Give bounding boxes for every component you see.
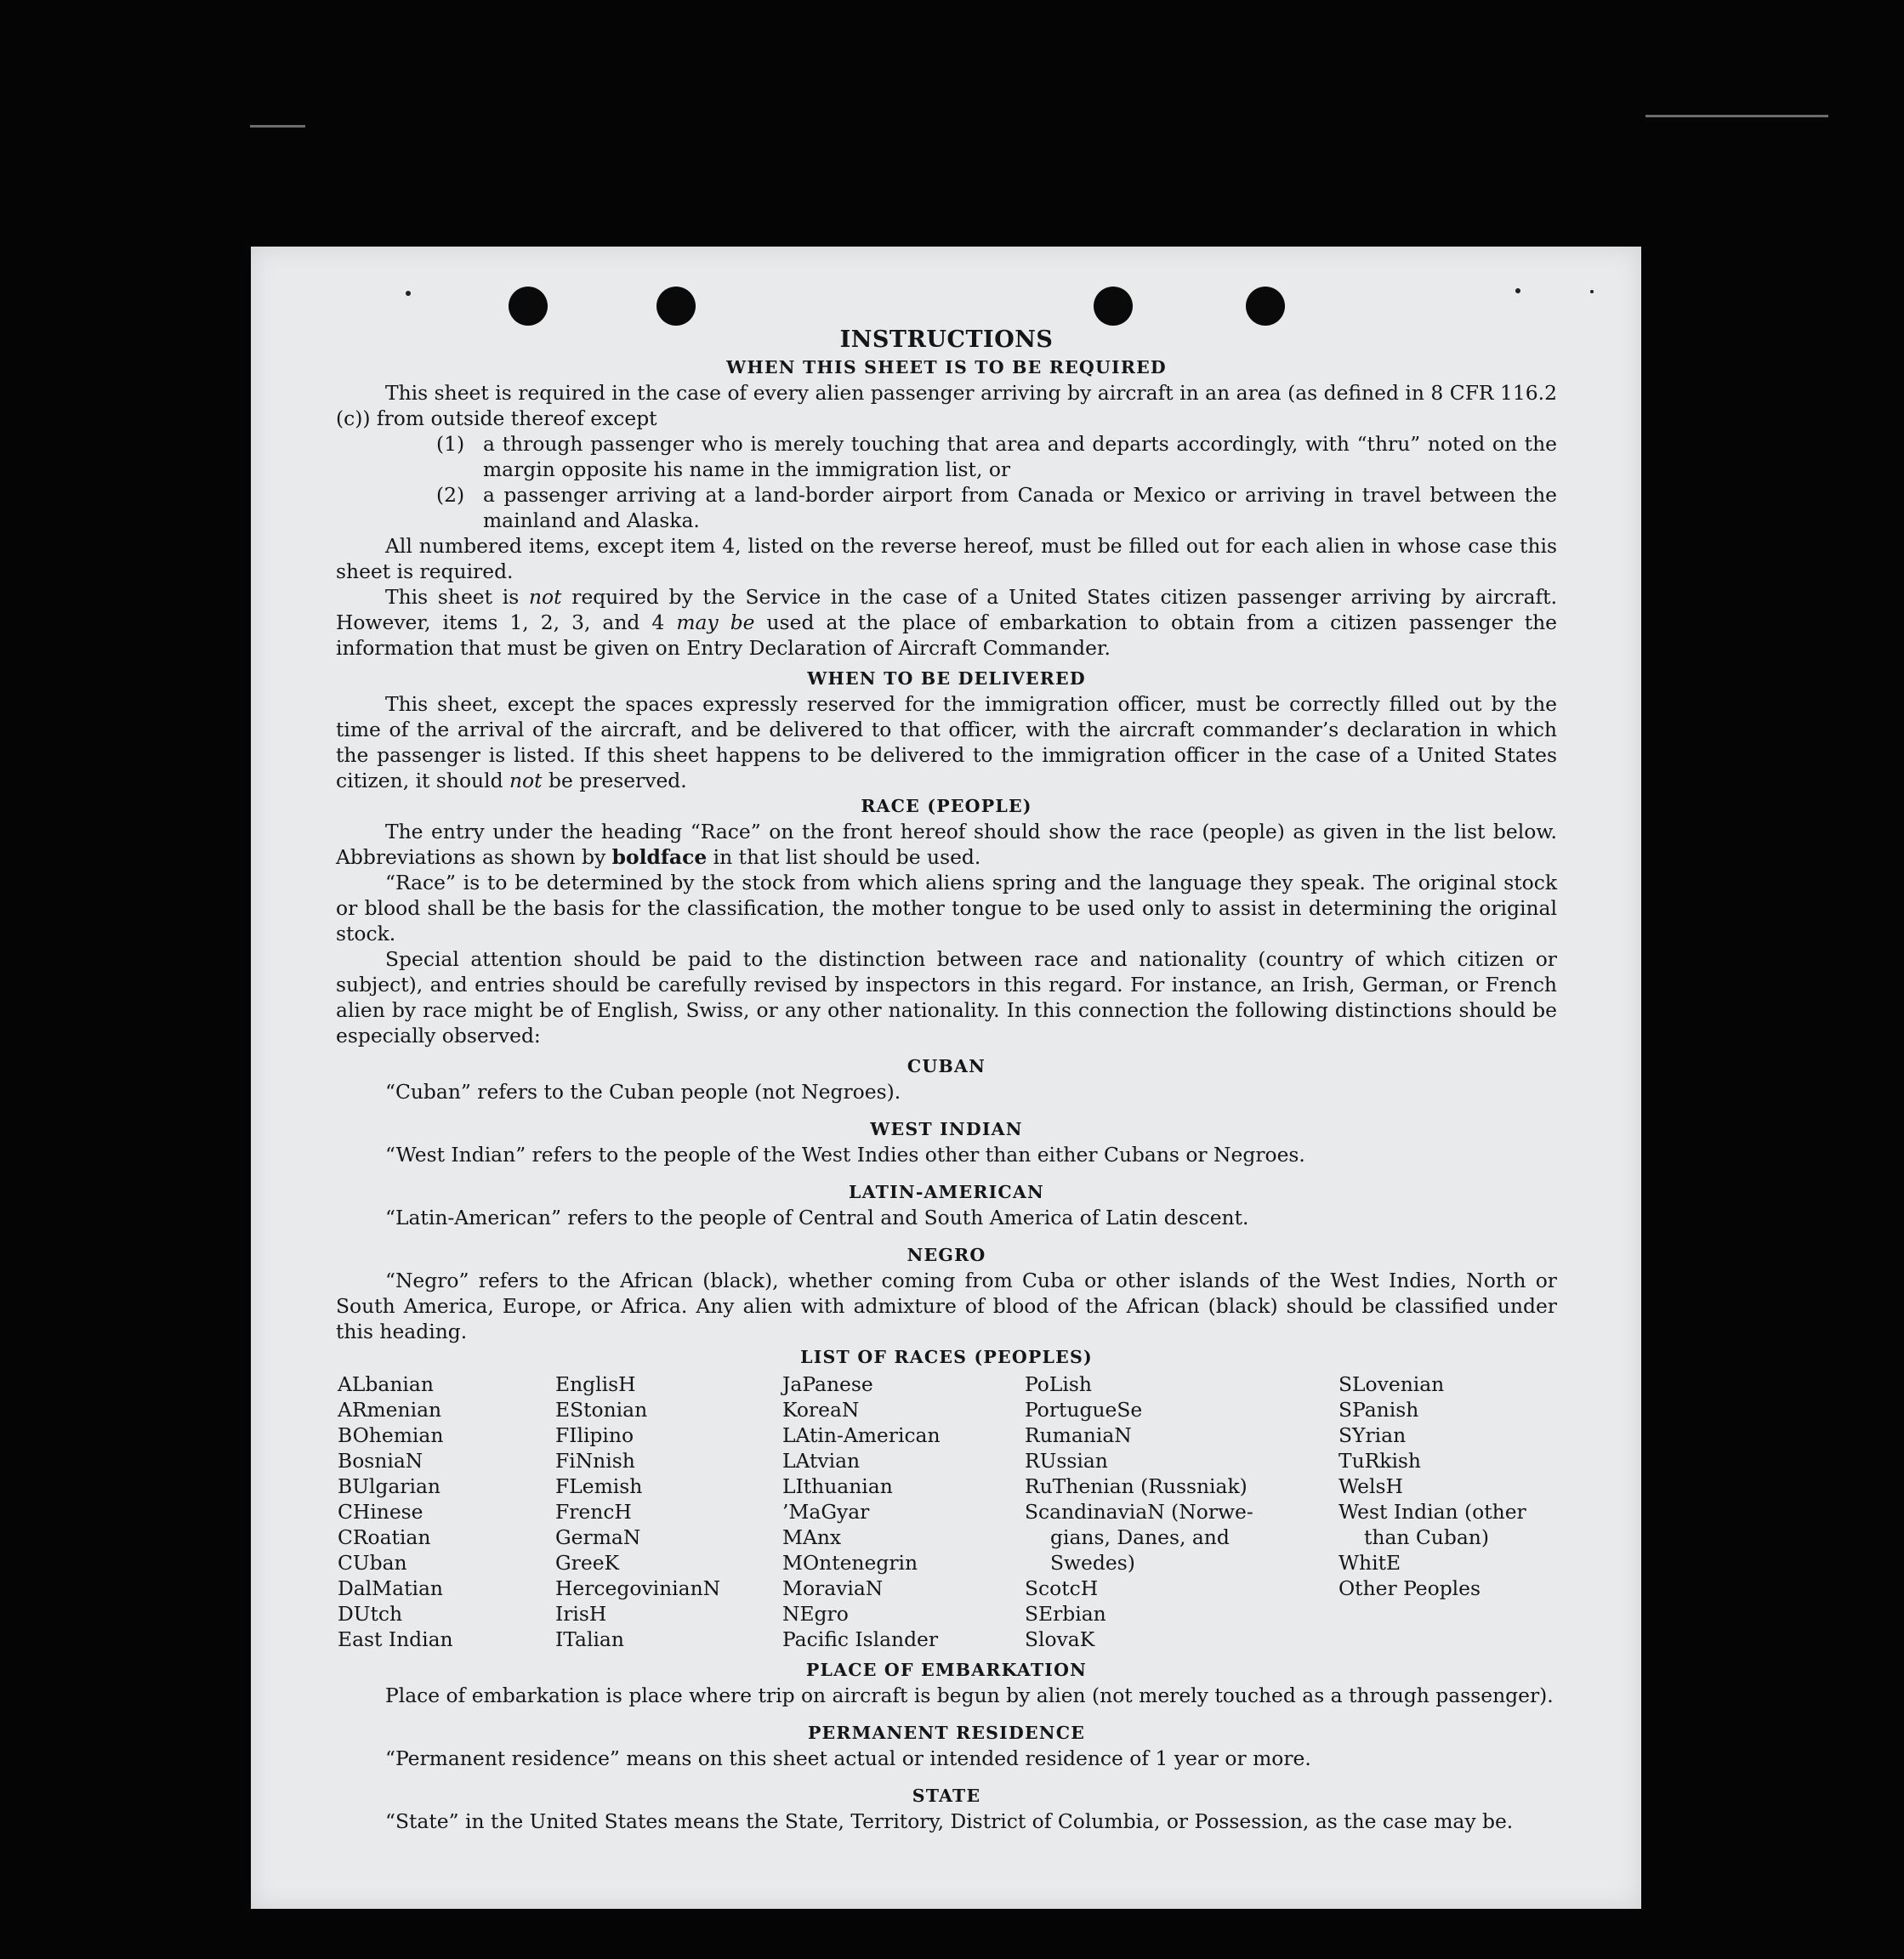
race-entry: ARmenian <box>338 1398 442 1422</box>
paragraph: “Latin-American” refers to the people of Central and South America of Latin descent. <box>385 1206 1249 1229</box>
race-entry: CUban <box>338 1551 407 1575</box>
paragraph: This sheet is not required by the Service in the case of a United States citizen passenger arriving by aircraft. However, items 1, 2, 3, and 4 may be used at the place of embarkation to obtain from a citizen passenger the information that must be given on Entry Declaration of Aircraft Commander. <box>336 585 1558 660</box>
race-entry: GreeK <box>555 1551 620 1575</box>
race-entry: EnglisH <box>555 1372 636 1396</box>
race-entry: FrencH <box>555 1500 632 1524</box>
item-number: (1) <box>436 432 465 456</box>
section-heading: NEGRO <box>907 1245 986 1265</box>
race-entry: ScotcH <box>1025 1576 1099 1600</box>
race-entry: RUssian <box>1025 1449 1108 1473</box>
race-entry: gians, Danes, and <box>1050 1525 1230 1549</box>
punch-hole <box>1094 287 1133 326</box>
race-entry: DalMatian <box>338 1576 443 1600</box>
race-entry: than Cuban) <box>1364 1525 1489 1549</box>
section-heading: PLACE OF EMBARKATION <box>805 1660 1088 1680</box>
race-entry: HercegovinianN <box>555 1576 721 1600</box>
speck <box>1515 288 1520 293</box>
races-column-4 <box>1025 1371 1338 1652</box>
paragraph: The entry under the heading “Race” on the front hereof should show the race (people) as given in the list below. Abbreviations as shown by boldface in that list should be used. <box>336 820 1557 869</box>
page-title: INSTRUCTIONS <box>839 326 1054 353</box>
section-heading: STATE <box>912 1786 981 1806</box>
document-page <box>251 247 1641 1909</box>
scan-mark <box>1645 115 1828 117</box>
race-entry: PortugueSe <box>1025 1398 1143 1422</box>
paragraph: “Race” is to be determined by the stock from which aliens spring and the language they speak. The original stock or blood shall be the basis for the classification, the mother tongue to be used only to assist in determining the original stock. <box>336 871 1557 945</box>
item-text: a passenger arriving at a land-border airport from Canada or Mexico or arriving in travel between the mainland and Alaska. <box>483 483 1557 532</box>
item-text: a through passenger who is merely touching that area and departs accordingly, with “thru” noted on the margin opposite his name in the immigration list, or <box>483 432 1557 481</box>
race-entry: FIlipino <box>555 1423 634 1447</box>
punch-hole <box>509 287 548 326</box>
paragraph: “West Indian” refers to the people of the West Indies other than either Cubans or Negroes. <box>385 1143 1305 1167</box>
race-entry: LAtin-American <box>782 1423 941 1447</box>
race-entry: MAnx <box>782 1525 842 1549</box>
paragraph: This sheet is required in the case of every alien passenger arriving by aircraft in an area (as defined in 8 CFR 116.2 (c)) from outside thereof except <box>336 381 1557 430</box>
punch-hole <box>656 287 696 326</box>
list-item <box>336 482 1557 533</box>
race-entry: CRoatian <box>338 1525 431 1549</box>
race-entry: SErbian <box>1025 1602 1106 1626</box>
section-heading: LATIN-AMERICAN <box>849 1182 1044 1202</box>
race-entry: NEgro <box>782 1602 849 1626</box>
race-entry: EStonian <box>555 1398 648 1422</box>
race-entry: SLovenian <box>1338 1372 1445 1396</box>
section-heading: WHEN TO BE DELIVERED <box>807 668 1086 689</box>
section-heading: PERMANENT RESIDENCE <box>807 1723 1086 1743</box>
race-entry: Other Peoples <box>1338 1576 1481 1600</box>
race-entry: West Indian (other <box>1338 1500 1526 1524</box>
paragraph: Place of embarkation is place where trip on aircraft is begun by alien (not merely touched as a through passenger). <box>385 1684 1554 1707</box>
race-entry: TuRkish <box>1338 1449 1422 1473</box>
section-heading: WHEN THIS SHEET IS TO BE REQUIRED <box>726 357 1167 378</box>
instructions-text <box>336 326 1557 1834</box>
paragraph: “Cuban” refers to the Cuban people (not Negroes). <box>385 1080 901 1104</box>
races-column-1 <box>338 1371 555 1652</box>
race-entry: BosniaN <box>338 1449 423 1473</box>
paragraph: “State” in the United States means the State, Territory, District of Columbia, or Possession, as the case may be. <box>385 1809 1514 1833</box>
paragraph: This sheet, except the spaces expressly reserved for the immigration officer, must be correctly filled out by the time of the arrival of the aircraft, and be delivered to that officer, with the aircraft commander’s declaration in which the passenger is listed. If this sheet happens to be delivered to the immigration officer in the case of a United States citizen, it should not be preserved. <box>336 692 1557 792</box>
paragraph: “Negro” refers to the African (black), whether coming from Cuba or other islands of the West Indies, North or South America, Europe, or Africa. Any alien with admixture of blood of the African (black) should be classified under this heading. <box>336 1269 1557 1343</box>
list-item <box>336 431 1557 482</box>
section-heading: RACE (PEOPLE) <box>861 796 1032 816</box>
race-entry: WhitE <box>1338 1551 1401 1575</box>
paragraph: “Permanent residence” means on this sheet actual or intended residence of 1 year or more. <box>385 1746 1311 1770</box>
race-entry: MoraviaN <box>782 1576 884 1600</box>
punch-hole <box>1246 287 1285 326</box>
section-heading: LIST OF RACES (PEOPLES) <box>800 1347 1093 1367</box>
race-entry: Swedes) <box>1050 1551 1135 1575</box>
race-entry: PoLish <box>1025 1372 1092 1396</box>
scan-mark <box>250 125 305 128</box>
race-entry: ’MaGyar <box>782 1500 870 1524</box>
race-entry: LIthuanian <box>782 1474 893 1498</box>
section-heading: WEST INDIAN <box>870 1119 1023 1139</box>
races-list <box>338 1371 1557 1652</box>
speck <box>406 291 411 296</box>
race-entry: ITalian <box>555 1627 624 1651</box>
race-entry: CHinese <box>338 1500 423 1524</box>
race-entry: BOhemian <box>338 1423 444 1447</box>
race-entry: IrisH <box>555 1602 607 1626</box>
race-entry: GermaN <box>555 1525 641 1549</box>
race-entry: FiNnish <box>555 1449 635 1473</box>
race-entry: SYrian <box>1338 1423 1407 1447</box>
race-entry: DUtch <box>338 1602 403 1626</box>
race-entry: BUlgarian <box>338 1474 440 1498</box>
race-entry: SlovaK <box>1025 1627 1095 1651</box>
race-entry: ScandinaviaN (Norwe- <box>1025 1500 1253 1524</box>
item-number: (2) <box>436 483 465 507</box>
races-column-5 <box>1338 1371 1555 1652</box>
race-entry: KoreaN <box>782 1398 860 1422</box>
race-entry: WelsH <box>1338 1474 1403 1498</box>
race-entry: Pacific Islander <box>782 1627 939 1651</box>
section-heading: CUBAN <box>907 1056 986 1076</box>
race-entry: ALbanian <box>338 1372 434 1396</box>
races-column-2 <box>555 1371 782 1652</box>
race-entry: RumaniaN <box>1025 1423 1132 1447</box>
paragraph: All numbered items, except item 4, listed on the reverse hereof, must be filled out for each alien in whose case this sheet is required. <box>336 534 1557 583</box>
race-entry: SPanish <box>1338 1398 1419 1422</box>
race-entry: MOntenegrin <box>782 1551 918 1575</box>
race-entry: JaPanese <box>782 1372 873 1396</box>
race-entry: LAtvian <box>782 1449 861 1473</box>
speck <box>1590 290 1594 293</box>
race-entry: FLemish <box>555 1474 643 1498</box>
paragraph: Special attention should be paid to the distinction between race and nationality (country of which citizen or subject), and entries should be carefully revised by inspectors in this regard. For instance, an Irish, German, or French alien by race might be of English, Swiss, or any other nationality. In this connection the following distinctions should be especially observed: <box>336 947 1557 1048</box>
race-entry: East Indian <box>338 1627 453 1651</box>
races-column-3 <box>782 1371 1025 1652</box>
race-entry: RuThenian (Russniak) <box>1025 1474 1248 1498</box>
